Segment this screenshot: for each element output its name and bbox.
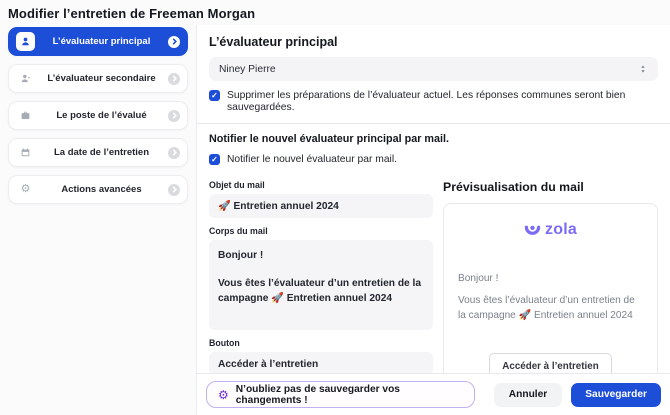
- footer-bar: [197, 373, 670, 415]
- main-content: [197, 25, 670, 373]
- page-title: Modifier l’entretien de Freeman Morgan: [8, 6, 256, 21]
- sidebar-item-label: L’évaluateur secondaire: [47, 73, 156, 84]
- subject-input[interactable]: 🚀 Entretien annuel 2024: [209, 194, 433, 218]
- body-line-2: Vous êtes l’évaluateur d’un entretien de la campagne 🚀 Entretien annuel 2024: [218, 278, 422, 304]
- chevron-right-icon: [168, 36, 180, 48]
- checkbox-checked-icon: ✓: [209, 154, 220, 165]
- chevron-right-icon: [168, 184, 180, 196]
- body-textarea[interactable]: [209, 240, 433, 330]
- select-arrows-icon: [638, 64, 648, 74]
- zola-logo: [458, 221, 643, 239]
- user-icon: [16, 32, 35, 51]
- chevron-right-icon: [168, 110, 180, 122]
- evaluator-select[interactable]: [209, 57, 658, 81]
- section-divider: [197, 123, 670, 124]
- chevron-right-icon: [168, 73, 180, 85]
- checkbox-checked-icon: ✓: [209, 90, 220, 101]
- delete-preparations-checkbox-row[interactable]: [209, 90, 658, 115]
- mail-preview-section: [443, 180, 658, 373]
- sidebar-item-actions-avancees[interactable]: [8, 175, 188, 204]
- body-line-1: Bonjour !: [218, 250, 264, 262]
- cancel-button[interactable]: Annuler: [494, 383, 563, 407]
- user-secondary-icon: [16, 69, 35, 88]
- notify-checkbox-label: Notifier le nouvel évaluateur par mail.: [227, 153, 397, 165]
- notify-section-heading: Notifier le nouvel évaluateur principal par mail.: [209, 132, 449, 145]
- main-panel: [196, 25, 670, 415]
- calendar-icon: [16, 143, 35, 162]
- preview-body: Vous êtes l’évaluateur d’un entretien de la campagne 🚀 Entretien annuel 2024: [458, 295, 635, 322]
- sidebar-item-evaluateur-principal[interactable]: [8, 27, 188, 56]
- zola-logo-text: zola: [545, 221, 577, 239]
- sidebar-item-label: L’évaluateur principal: [52, 36, 151, 47]
- mail-form: [209, 180, 433, 373]
- sidebar-item-poste-evalue[interactable]: [8, 101, 188, 130]
- sidebar-item-label: Le poste de l’évalué: [56, 110, 147, 121]
- briefcase-icon: [16, 106, 35, 125]
- zola-smile-icon: [524, 223, 541, 238]
- sidebar: [0, 25, 196, 415]
- gear-icon: ⚙: [218, 387, 229, 402]
- sidebar-item-label: La date de l’entretien: [53, 147, 150, 158]
- button-label: Bouton: [209, 338, 240, 349]
- preview-card: [443, 203, 658, 373]
- body-label: Corps du mail: [209, 226, 268, 237]
- chevron-right-icon: [168, 147, 180, 159]
- sidebar-item-evaluateur-secondaire[interactable]: [8, 64, 188, 93]
- notify-checkbox-row[interactable]: [209, 154, 658, 166]
- evaluator-select-value: Niney Pierre: [219, 63, 276, 75]
- subject-label: Objet du mail: [209, 180, 265, 191]
- gear-icon: ⚙: [20, 183, 31, 195]
- section-heading: L’évaluateur principal: [209, 35, 338, 49]
- button-text-input[interactable]: Accéder à l’entretien: [209, 352, 433, 373]
- delete-preparations-label: Supprimer les préparations de l’évaluateur actuel. Les réponses communes seront bien sauvegardées.: [227, 90, 626, 114]
- sidebar-item-label: Actions avancées: [61, 184, 142, 195]
- sidebar-item-date-entretien[interactable]: [8, 138, 188, 167]
- mail-columns: [209, 180, 658, 373]
- preview-greeting: Bonjour !: [458, 273, 499, 285]
- save-reminder-notice: [206, 381, 475, 408]
- preview-heading: Prévisualisation du mail: [443, 180, 584, 195]
- preview-access-button: Accéder à l’entretien: [489, 353, 611, 373]
- layout: [0, 25, 670, 415]
- save-button[interactable]: Sauvegarder: [571, 383, 661, 407]
- save-reminder-text: N’oubliez pas de sauvegarder vos changements !: [235, 383, 400, 406]
